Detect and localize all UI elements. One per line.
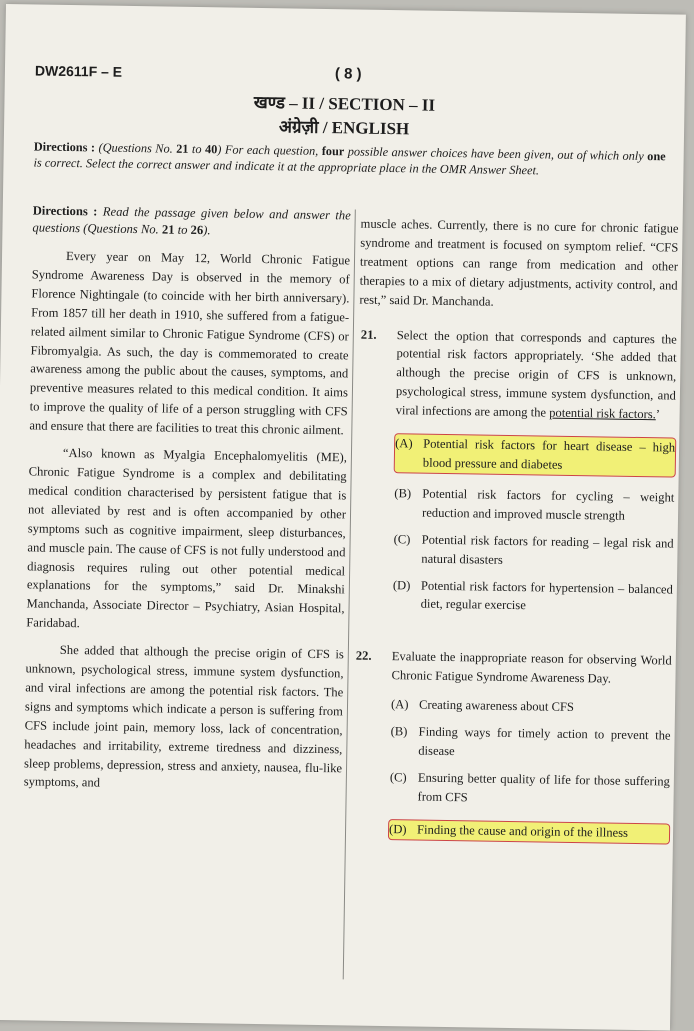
question-number: 22. xyxy=(355,648,372,664)
passage-paragraph-1: Every year on May 12, World Chronic Fatigue Syndrome Awareness Day is observed in the memory of Florence Nightingale (to coincide with her birth anniversary). From 1857 till her death in 1910, she suffered from a fatigue-related ailment similar to Chronic Fatigue Syndrome (CFS) or Fibromyalgia. As such, the day is commemorated to create awareness among the public about the causes, symptoms, and preventive measures related to this medical condition. It aims to improve the quality of life of a person struggling with CFS and ensure that there are facilities to treat this chronic ailment. xyxy=(29,248,351,438)
page-number: ( 8 ) xyxy=(334,65,362,83)
q21-option-a[interactable]: (A) Potential risk factors for heart disease – high blood pressure and diabetes xyxy=(395,434,676,476)
passage-column xyxy=(24,202,351,804)
question-21: 21. Select the option that corresponds and captures the potential risk factors appropriately. ‘She added that although the precise origin of CFS is unknown, psychological stress, immune system dysfunction, and viral infections are among the potential risk factors.’ xyxy=(360,327,677,422)
q22-option-a[interactable]: (A) Creating awareness about CFS xyxy=(390,697,575,715)
questions-column xyxy=(351,215,679,843)
exam-page xyxy=(0,4,686,1031)
q22-option-b[interactable]: (B) Finding ways for timely action to prevent the disease xyxy=(390,724,671,759)
q21-option-b[interactable]: (B) Potential risk factors for cycling – weight reduction and improved muscle strength xyxy=(394,486,675,523)
q22-option-d[interactable]: (D) Finding the cause and origin of the illness xyxy=(389,820,669,843)
question-number: 21. xyxy=(360,327,377,342)
section-heading: खण्ड – II / SECTION – II xyxy=(253,92,436,115)
general-directions: Directions : (Questions No. 21 to 40) For each question, four possible answer choices have been given, out of which only one is correct. Select the correct answer and indicate it at the appropriate place in the OMR Answer Sheet. xyxy=(33,139,666,178)
paper-code: DW2611F – E xyxy=(34,62,123,80)
passage-paragraph-3: She added that although the precise origin of CFS is unknown, psychological stress, immune system dysfunction, and viral infections are among the potential risk factors. The signs and symptoms which indicate a person is suffering from CFS include joint pain, memory loss, lack of concentration, headaches and irritability, extreme tiredness and dizziness, sleep problems, depression, stress and anxiety, nausea, flu-like symptoms, and xyxy=(23,643,344,791)
q21-option-d[interactable]: (D) Potential risk factors for hypertension – balanced diet, regular exercise xyxy=(392,577,674,613)
question-22: 22. Evaluate the inappropriate reason for observing World Chronic Fatigue Syndrome Awareness Day. xyxy=(355,648,672,686)
passage-paragraph-2: “Also known as Myalgia Encephalomyelitis (ME), Chronic Fatigue Syndrome is a complex and debilitating medical condition characterised by persistent fatigue that is not alleviated by rest and is often accompanied by other symptoms such as cognitive impairment, sleep disturbances, and muscle pain. The cause of CFS is not fully understood and diagnosis requires ruling out other potential medical explanations for the symptoms,” said Dr. Minakshi Manchanda, Associate Director – Psychiatry, Asian Hospital, Faridabad. xyxy=(26,446,348,631)
directions-label: Directions : xyxy=(33,139,96,155)
q22-option-c[interactable]: (C) Ensuring better quality of life for those suffering from CFS xyxy=(389,769,670,805)
passage-paragraph-3-continued: muscle aches. Currently, there is no cure for chronic fatigue syndrome and treatment is focused on symptom relief. “CFS treatment options can range from medication and other therapies to a mix of dietary adjustments, activity control, and rest,” said Dr. Manchanda. xyxy=(359,216,679,309)
q21-option-c[interactable]: (C) Potential risk factors for reading – legal risk and natural disasters xyxy=(393,531,674,567)
subject-heading: अंग्रेज़ी / ENGLISH xyxy=(278,117,410,139)
passage-directions: Directions : Read the passage given below and answer the questions (Questions No. 21 to 26). xyxy=(32,203,351,238)
underlined-phrase: potential risk factors. xyxy=(549,405,656,422)
